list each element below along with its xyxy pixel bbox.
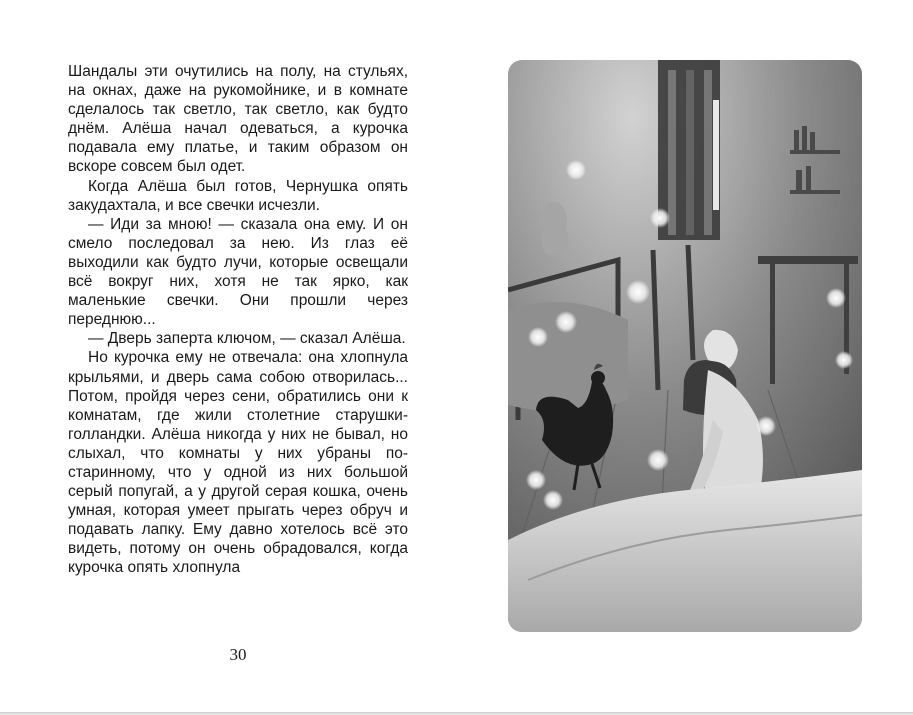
paragraph: Когда Алёша был готов, Чернушка опять закудахтала, и все свечки исчезли. bbox=[68, 177, 408, 214]
paragraph: — Иди за мною! — сказала она ему. И он смело последовал за нею. Из глаз её выходили как будто лучи, которые освещали всё вокруг них, хотя не так ярко, как маленькие свечки. Они прошли через переднюю... bbox=[68, 215, 408, 329]
paragraph: Но курочка ему не отвечала: она хлопнула крыльями, и дверь сама собою отворилась... Потом, пройдя через сени, обратились они к комнатам, где жили столетние старушки-голландки. Алёша никогда у них не бывал, но слыхал, что комнаты у них убраны по-старинному, что у одной из них большой серый попугай, а у другой серая кошка, очень умная, которая умеет прыгать через обруч и подавать лапку. Ему давно хотелось всё это видеть, потому он очень обрадовался, когда курочка опять хлопнула bbox=[68, 349, 408, 577]
paragraph: Шандалы эти очутились на полу, на стульях, на окнах, даже на рукомойнике, и в комнате сделалось так светло, так светло, как будто днём. Алёша начал одеваться, а курочка подавала ему платье, и таким образом он вскоре совсем был одет. bbox=[68, 63, 408, 176]
illustration bbox=[508, 60, 862, 632]
body-text bbox=[68, 62, 408, 578]
paragraph: — Дверь заперта ключом, — сказал Алёша. bbox=[88, 330, 406, 348]
page-number: 30 bbox=[229, 645, 247, 664]
